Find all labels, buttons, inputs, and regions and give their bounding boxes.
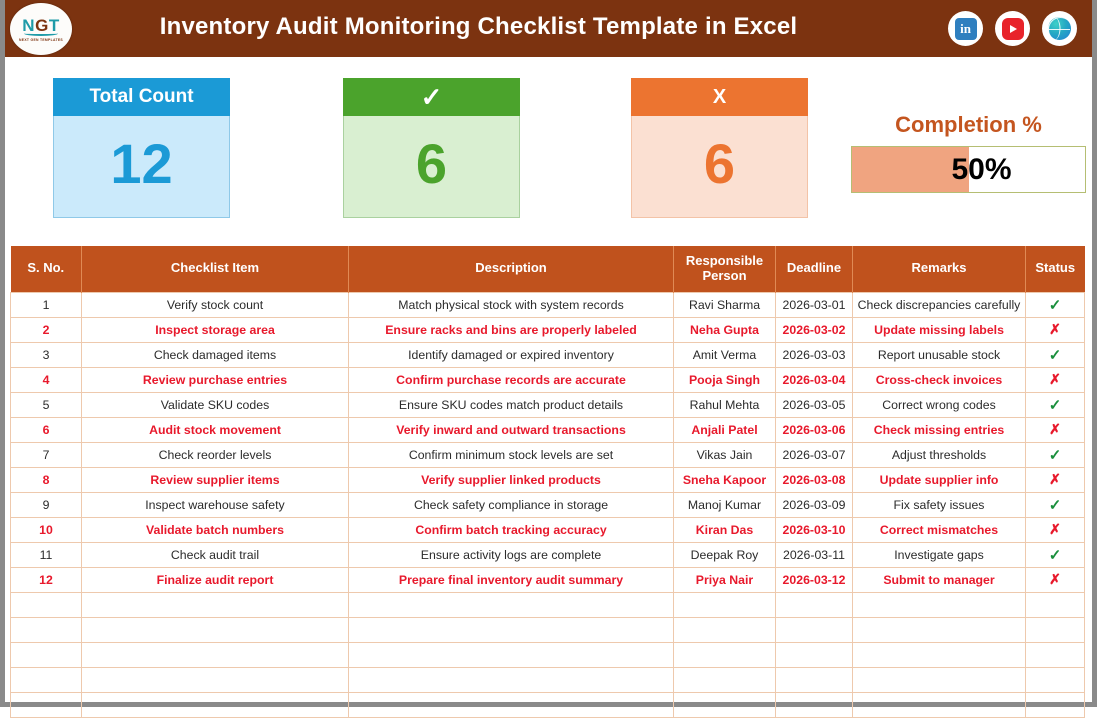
cell-deadline: 2026-03-11 (776, 542, 853, 567)
cell-empty (11, 592, 82, 617)
cell-deadline: 2026-03-09 (776, 492, 853, 517)
cell-empty (349, 592, 674, 617)
cell-remarks: Cross-check invoices (853, 367, 1026, 392)
kpi-total-value: 12 (53, 116, 230, 218)
cell-remarks: Update missing labels (853, 317, 1026, 342)
cell-empty (674, 642, 776, 667)
table-row-empty[interactable] (11, 592, 1085, 617)
cell-remarks: Report unusable stock (853, 342, 1026, 367)
cell-empty (82, 642, 349, 667)
status-cross-icon[interactable]: ✗ (1026, 317, 1085, 342)
cell-deadline: 2026-03-07 (776, 442, 853, 467)
cell-checklist-item: Review purchase entries (82, 367, 349, 392)
cell-remarks: Submit to manager (853, 567, 1026, 592)
completion-value: 50% (951, 152, 1012, 186)
cell-remarks: Update supplier info (853, 467, 1026, 492)
table-row-empty[interactable] (11, 617, 1085, 642)
table-header (11, 246, 1085, 292)
cell-empty (349, 617, 674, 642)
youtube-icon (1002, 18, 1024, 40)
cell-description: Ensure SKU codes match product details (349, 392, 674, 417)
kpi-total-label: Total Count (53, 78, 230, 116)
table-row[interactable] (11, 517, 1085, 542)
cell-responsible-person: Ravi Sharma (674, 292, 776, 317)
cell-empty (11, 692, 82, 717)
cell-sno: 9 (11, 492, 82, 517)
cell-sno: 10 (11, 517, 82, 542)
cell-deadline: 2026-03-06 (776, 417, 853, 442)
cell-responsible-person: Neha Gupta (674, 317, 776, 342)
status-cross-icon[interactable]: ✗ (1026, 517, 1085, 542)
cell-remarks: Check discrepancies carefully (853, 292, 1026, 317)
status-cross-icon[interactable]: ✗ (1026, 417, 1085, 442)
cell-responsible-person: Priya Nair (674, 567, 776, 592)
cell-checklist-item: Verify stock count (82, 292, 349, 317)
check-icon: ✓ (343, 78, 520, 116)
cell-checklist-item: Review supplier items (82, 467, 349, 492)
cell-empty (776, 692, 853, 717)
cell-empty (674, 692, 776, 717)
kpi-card-completed (343, 78, 520, 218)
table-row[interactable] (11, 392, 1085, 417)
cell-sno: 6 (11, 417, 82, 442)
cell-empty (11, 642, 82, 667)
table-row-empty[interactable] (11, 692, 1085, 717)
checklist-table (10, 246, 1085, 718)
table-row[interactable] (11, 467, 1085, 492)
cell-responsible-person: Deepak Roy (674, 542, 776, 567)
cell-empty (11, 617, 82, 642)
cell-deadline: 2026-03-03 (776, 342, 853, 367)
cell-responsible-person: Rahul Mehta (674, 392, 776, 417)
cell-description: Verify supplier linked products (349, 467, 674, 492)
cell-checklist-item: Finalize audit report (82, 567, 349, 592)
cell-sno: 5 (11, 392, 82, 417)
cell-description: Identify damaged or expired inventory (349, 342, 674, 367)
cell-description: Check safety compliance in storage (349, 492, 674, 517)
cell-empty (853, 642, 1026, 667)
cell-empty (1026, 617, 1085, 642)
cell-deadline: 2026-03-04 (776, 367, 853, 392)
linkedin-button[interactable] (948, 11, 983, 46)
cell-description: Match physical stock with system records (349, 292, 674, 317)
cell-empty (82, 667, 349, 692)
cell-description: Ensure activity logs are complete (349, 542, 674, 567)
cell-remarks: Investigate gaps (853, 542, 1026, 567)
logo-tagline: NEXT GEN TEMPLATES (19, 37, 63, 42)
cell-responsible-person: Pooja Singh (674, 367, 776, 392)
cell-sno: 1 (11, 292, 82, 317)
status-cross-icon[interactable]: ✗ (1026, 467, 1085, 492)
cell-empty (1026, 667, 1085, 692)
cell-checklist-item: Inspect warehouse safety (82, 492, 349, 517)
completion-label: Completion % (895, 112, 1042, 137)
globe-icon (1048, 17, 1071, 40)
cell-sno: 2 (11, 317, 82, 342)
col-header-desc: Description (349, 246, 674, 292)
status-check-icon[interactable]: ✓ (1026, 392, 1085, 417)
table-row[interactable] (11, 567, 1085, 592)
cell-empty (776, 592, 853, 617)
col-header-sno: S. No. (11, 246, 82, 292)
cell-empty (82, 617, 349, 642)
table-row[interactable] (11, 417, 1085, 442)
status-check-icon[interactable]: ✓ (1026, 292, 1085, 317)
cell-empty (1026, 692, 1085, 717)
table-row[interactable] (11, 442, 1085, 467)
table-row[interactable] (11, 367, 1085, 392)
cell-checklist-item: Audit stock movement (82, 417, 349, 442)
cell-checklist-item: Inspect storage area (82, 317, 349, 342)
cell-deadline: 2026-03-01 (776, 292, 853, 317)
status-check-icon[interactable]: ✓ (1026, 342, 1085, 367)
cell-description: Confirm minimum stock levels are set (349, 442, 674, 467)
table-row-empty[interactable] (11, 642, 1085, 667)
table-row[interactable] (11, 317, 1085, 342)
cell-sno: 3 (11, 342, 82, 367)
cell-checklist-item: Check reorder levels (82, 442, 349, 467)
col-header-remarks: Remarks (853, 246, 1026, 292)
cell-checklist-item: Check damaged items (82, 342, 349, 367)
cell-deadline: 2026-03-05 (776, 392, 853, 417)
status-cross-icon[interactable]: ✗ (1026, 367, 1085, 392)
kpi-card-pending (631, 78, 808, 218)
linkedin-icon: in (955, 18, 977, 40)
cross-icon: X (631, 78, 808, 116)
cell-responsible-person: Anjali Patel (674, 417, 776, 442)
cell-sno: 12 (11, 567, 82, 592)
cell-deadline: 2026-03-02 (776, 317, 853, 342)
cell-empty (674, 617, 776, 642)
cell-remarks: Correct mismatches (853, 517, 1026, 542)
status-cross-icon[interactable]: ✗ (1026, 567, 1085, 592)
social-links (948, 11, 1077, 46)
table-row[interactable] (11, 292, 1085, 317)
kpi-pending-value: 6 (631, 116, 808, 218)
cell-empty (853, 692, 1026, 717)
cell-empty (776, 667, 853, 692)
cell-responsible-person: Vikas Jain (674, 442, 776, 467)
cell-remarks: Adjust thresholds (853, 442, 1026, 467)
header-banner (5, 0, 1092, 57)
cell-checklist-item: Validate SKU codes (82, 392, 349, 417)
checklist-table-wrapper (10, 246, 1084, 718)
table-header-row (11, 246, 1085, 292)
cell-empty (853, 617, 1026, 642)
cell-empty (82, 692, 349, 717)
status-check-icon[interactable]: ✓ (1026, 492, 1085, 517)
cell-responsible-person: Manoj Kumar (674, 492, 776, 517)
cell-description: Verify inward and outward transactions (349, 417, 674, 442)
cell-empty (349, 642, 674, 667)
cell-sno: 8 (11, 467, 82, 492)
cell-remarks: Correct wrong codes (853, 392, 1026, 417)
cell-sno: 7 (11, 442, 82, 467)
cell-description: Prepare final inventory audit summary (349, 567, 674, 592)
col-header-item: Checklist Item (82, 246, 349, 292)
logo-text: NGT (22, 15, 60, 35)
cell-empty (776, 642, 853, 667)
cell-empty (1026, 642, 1085, 667)
col-header-deadline: Deadline (776, 246, 853, 292)
kpi-card-total-count (53, 78, 230, 218)
completion-progress-bar (851, 146, 1086, 193)
cell-empty (11, 667, 82, 692)
cell-empty (349, 667, 674, 692)
cell-responsible-person: Kiran Das (674, 517, 776, 542)
cell-deadline: 2026-03-10 (776, 517, 853, 542)
cell-empty (853, 592, 1026, 617)
cell-sno: 4 (11, 367, 82, 392)
table-row-empty[interactable] (11, 667, 1085, 692)
website-button[interactable] (1042, 11, 1077, 46)
cell-deadline: 2026-03-12 (776, 567, 853, 592)
cell-description: Confirm batch tracking accuracy (349, 517, 674, 542)
col-header-status: Status (1026, 246, 1085, 292)
col-header-person: Responsible Person (674, 246, 776, 292)
cell-empty (1026, 592, 1085, 617)
page-title: Inventory Audit Monitoring Checklist Template in Excel (159, 13, 798, 40)
cell-empty (349, 692, 674, 717)
cell-empty (776, 617, 853, 642)
table-body (11, 292, 1085, 717)
cell-description: Ensure racks and bins are properly labeled (349, 317, 674, 342)
cell-checklist-item: Validate batch numbers (82, 517, 349, 542)
cell-empty (674, 667, 776, 692)
cell-deadline: 2026-03-08 (776, 467, 853, 492)
cell-responsible-person: Sneha Kapoor (674, 467, 776, 492)
cell-empty (82, 592, 349, 617)
table-row[interactable] (11, 542, 1085, 567)
youtube-button[interactable] (995, 11, 1030, 46)
status-check-icon[interactable]: ✓ (1026, 442, 1085, 467)
cell-responsible-person: Amit Verma (674, 342, 776, 367)
cell-description: Confirm purchase records are accurate (349, 367, 674, 392)
table-row[interactable] (11, 492, 1085, 517)
cell-empty (853, 667, 1026, 692)
status-check-icon[interactable]: ✓ (1026, 542, 1085, 567)
cell-remarks: Fix safety issues (853, 492, 1026, 517)
cell-checklist-item: Check audit trail (82, 542, 349, 567)
kpi-completed-value: 6 (343, 116, 520, 218)
cell-sno: 11 (11, 542, 82, 567)
cell-empty (674, 592, 776, 617)
cell-remarks: Check missing entries (853, 417, 1026, 442)
table-row[interactable] (11, 342, 1085, 367)
